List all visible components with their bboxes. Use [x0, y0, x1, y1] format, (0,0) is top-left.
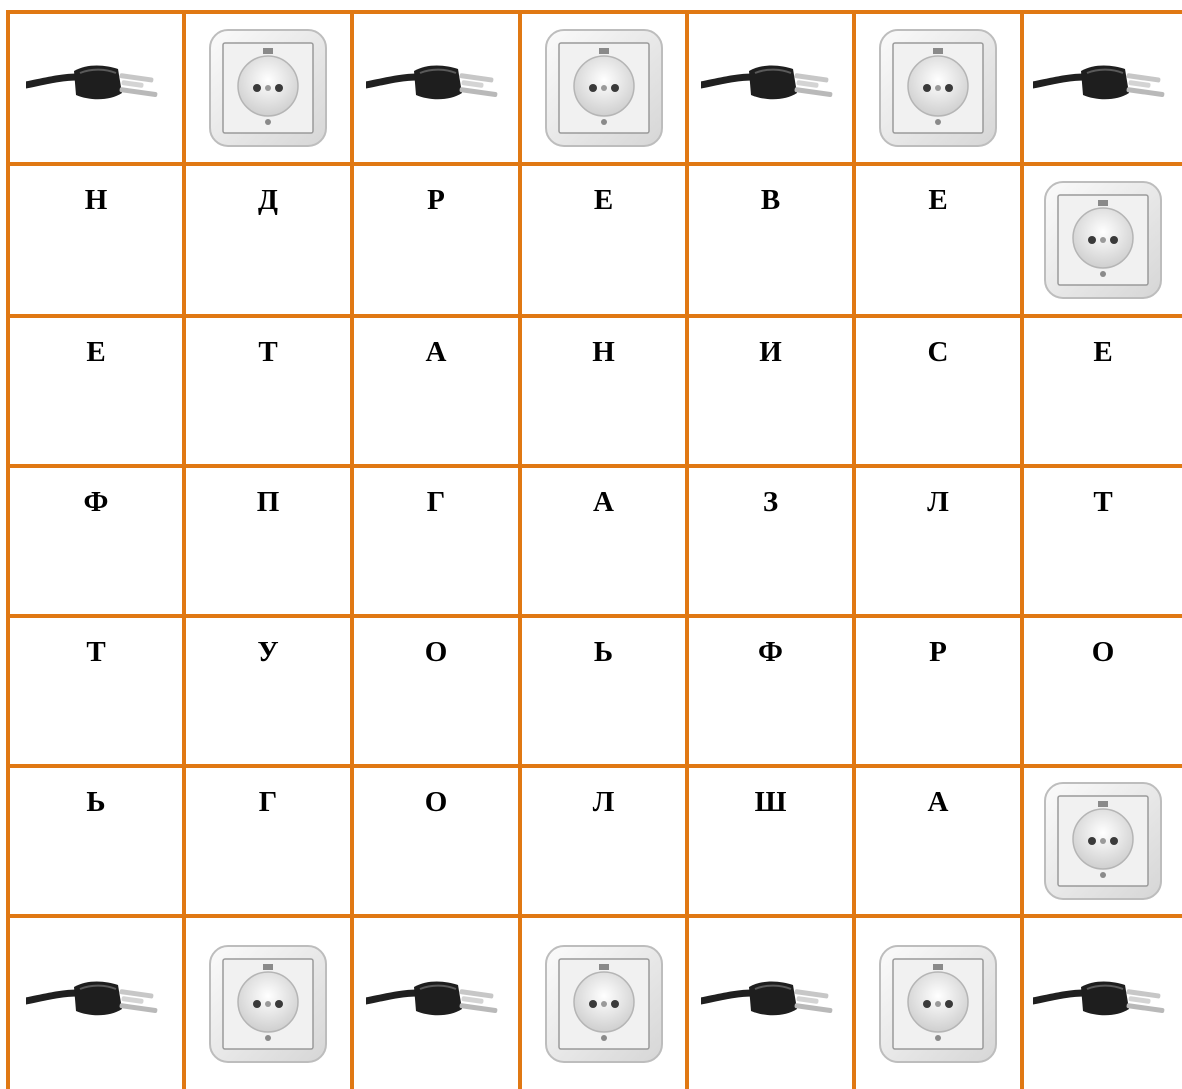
- grid-letter: А: [927, 786, 949, 818]
- grid-letter: З: [762, 486, 779, 518]
- grid-cell: [6, 914, 182, 1089]
- grid-cell: [1020, 614, 1182, 764]
- grid-letter: Н: [592, 336, 615, 368]
- grid-letter: Р: [427, 184, 445, 216]
- grid-letter: Ш: [754, 786, 787, 818]
- grid-letter: Л: [927, 486, 949, 518]
- socket-icon: [1041, 779, 1165, 903]
- grid-cell: [685, 162, 852, 314]
- grid-cell: [6, 10, 182, 162]
- grid-cell: [852, 162, 1020, 314]
- grid-cell: [518, 162, 685, 314]
- grid-cell: [1020, 914, 1182, 1089]
- socket-icon: [542, 26, 666, 150]
- grid-cell: [350, 764, 518, 914]
- grid-cell: [1020, 10, 1182, 162]
- grid-letter: А: [593, 486, 614, 518]
- grid-letter: Н: [84, 184, 108, 216]
- grid-letter: Р: [929, 636, 947, 668]
- grid-cell: [6, 764, 182, 914]
- grid-letter: Е: [593, 184, 614, 216]
- grid-letter: Е: [86, 336, 106, 368]
- grid-letter: Г: [258, 786, 278, 818]
- grid-cell: [852, 10, 1020, 162]
- grid-cell: [350, 162, 518, 314]
- letter-grid: [6, 10, 1182, 1089]
- grid-cell: [182, 10, 350, 162]
- plug-icon: [1033, 55, 1173, 115]
- grid-letter: П: [256, 486, 280, 518]
- grid-letter: Л: [592, 786, 615, 818]
- plug-icon: [366, 971, 506, 1031]
- grid-letter: А: [425, 336, 447, 368]
- grid-cell: [685, 314, 852, 464]
- grid-letter: Г: [426, 486, 446, 518]
- grid-cell: [182, 314, 350, 464]
- grid-cell: [182, 162, 350, 314]
- socket-icon: [876, 942, 1000, 1066]
- grid-cell: [182, 764, 350, 914]
- grid-letter: О: [424, 786, 448, 818]
- grid-letter: О: [1091, 636, 1115, 668]
- grid-letter: Д: [258, 184, 278, 216]
- grid-cell: [350, 10, 518, 162]
- grid-cell: [685, 914, 852, 1089]
- grid-cell: [685, 464, 852, 614]
- grid-cell: [518, 464, 685, 614]
- grid-letter: О: [424, 636, 448, 668]
- grid-cell: [350, 614, 518, 764]
- grid-cell: [1020, 764, 1182, 914]
- grid-cell: [6, 162, 182, 314]
- grid-letter: Е: [1093, 336, 1113, 368]
- grid-letter: Ь: [593, 636, 614, 668]
- grid-letter: Т: [86, 636, 106, 668]
- grid-cell: [518, 914, 685, 1089]
- grid-cell: [1020, 464, 1182, 614]
- plug-icon: [366, 55, 506, 115]
- grid-cell: [6, 464, 182, 614]
- socket-icon: [1041, 178, 1165, 302]
- grid-letter: Т: [1093, 486, 1113, 518]
- grid-cell: [852, 464, 1020, 614]
- grid-letter: Т: [258, 336, 278, 368]
- grid-letter: Ф: [83, 486, 109, 518]
- grid-cell: [518, 614, 685, 764]
- socket-icon: [876, 26, 1000, 150]
- grid-cell: [518, 764, 685, 914]
- grid-cell: [350, 914, 518, 1089]
- grid-cell: [685, 764, 852, 914]
- grid-letter: С: [927, 336, 949, 368]
- grid-cell: [852, 614, 1020, 764]
- grid-cell: [350, 464, 518, 614]
- grid-cell: [182, 614, 350, 764]
- grid-cell: [852, 914, 1020, 1089]
- plug-icon: [26, 55, 166, 115]
- grid-cell: [6, 314, 182, 464]
- grid-letter: В: [760, 184, 781, 216]
- grid-cell: [852, 314, 1020, 464]
- grid-letter: Е: [928, 184, 948, 216]
- grid-cell: [182, 914, 350, 1089]
- grid-cell: [6, 614, 182, 764]
- socket-icon: [206, 942, 330, 1066]
- grid-cell: [518, 314, 685, 464]
- plug-icon: [701, 55, 841, 115]
- grid-cell: [1020, 162, 1182, 314]
- grid-cell: [852, 764, 1020, 914]
- plug-icon: [701, 971, 841, 1031]
- plug-icon: [26, 971, 166, 1031]
- grid-letter: Ь: [86, 786, 106, 818]
- plug-icon: [1033, 971, 1173, 1031]
- grid-cell: [518, 10, 685, 162]
- grid-letter: Ф: [758, 636, 783, 668]
- grid-cell: [685, 10, 852, 162]
- socket-icon: [206, 26, 330, 150]
- grid-cell: [350, 314, 518, 464]
- grid-letter: У: [257, 636, 279, 668]
- socket-icon: [542, 942, 666, 1066]
- grid-cell: [685, 614, 852, 764]
- grid-cell: [182, 464, 350, 614]
- grid-letter: И: [759, 336, 782, 368]
- grid-cell: [1020, 314, 1182, 464]
